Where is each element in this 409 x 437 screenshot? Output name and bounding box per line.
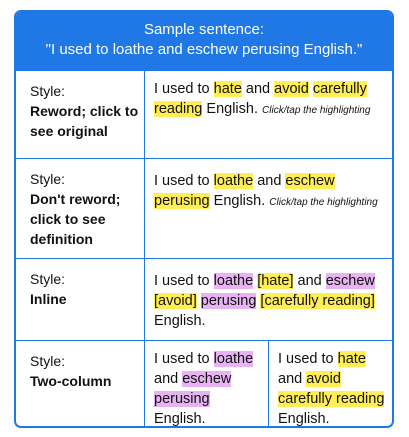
style-row-reword xyxy=(16,70,392,159)
plain-text: I used to xyxy=(154,173,214,189)
card-header xyxy=(16,12,392,70)
highlight-perusing[interactable]: perusing xyxy=(154,193,210,209)
highlight-eschew: eschew xyxy=(182,371,232,387)
header-sentence: "I used to loathe and eschew perusing English." xyxy=(45,41,363,58)
column-divider xyxy=(144,71,145,159)
plain-text: English. xyxy=(209,193,270,209)
example-text xyxy=(154,171,384,213)
highlight-loathe: loathe xyxy=(213,273,254,289)
highlight-carefully-reading[interactable]: carefully reading xyxy=(154,81,367,117)
highlight-eschew[interactable]: eschew xyxy=(285,173,335,189)
style-label xyxy=(30,81,142,141)
plain-text: and xyxy=(253,173,286,189)
plain-text: English. xyxy=(154,313,206,329)
style-prefix: Style: xyxy=(30,83,66,99)
style-row-dont-reword xyxy=(16,158,392,259)
plain-text: and xyxy=(278,371,307,387)
style-name: Inline xyxy=(30,291,67,307)
plain-text: and xyxy=(154,371,183,387)
highlight-eschew: eschew xyxy=(325,273,375,289)
gloss-carefully-reading: [carefully reading] xyxy=(260,293,375,309)
style-prefix: Style: xyxy=(30,171,66,187)
highlight-carefully-reading: carefully reading xyxy=(278,391,385,407)
hint-note: Click/tap the highlighting xyxy=(262,105,371,116)
example-text xyxy=(154,271,384,331)
gloss-avoid: [avoid] xyxy=(154,293,197,309)
style-prefix: Style: xyxy=(30,353,66,369)
highlight-perusing: perusing xyxy=(200,293,257,309)
column-divider xyxy=(144,341,145,428)
hint-note: Click/tap the highlighting xyxy=(269,197,378,208)
gloss-hate: [hate] xyxy=(257,273,294,289)
style-label xyxy=(30,351,142,391)
reworded-column xyxy=(278,349,390,428)
column-divider xyxy=(144,259,145,341)
sample-sentence-card xyxy=(14,10,394,428)
highlight-loathe: loathe xyxy=(213,351,254,367)
highlight-avoid: avoid xyxy=(306,371,341,387)
plain-text: and xyxy=(293,273,326,289)
header-title: Sample sentence: xyxy=(143,21,265,38)
style-name: Two-column xyxy=(30,373,112,389)
plain-text: English. xyxy=(202,101,263,117)
highlight-perusing: perusing xyxy=(154,391,210,407)
style-label xyxy=(30,269,142,309)
plain-text: and xyxy=(241,81,275,97)
plain-text: I used to xyxy=(278,351,338,367)
style-row-inline xyxy=(16,258,392,341)
style-name: Reword; click to see original xyxy=(30,103,139,139)
column-divider xyxy=(144,159,145,259)
example-text xyxy=(154,79,384,121)
style-name: Don't reword; click to see definition xyxy=(30,191,121,247)
original-column xyxy=(154,349,264,428)
highlight-avoid[interactable]: avoid xyxy=(274,81,309,97)
highlight-hate: hate xyxy=(337,351,366,367)
two-column-divider xyxy=(268,341,269,428)
highlight-hate[interactable]: hate xyxy=(213,81,242,97)
style-row-two-column xyxy=(16,340,392,428)
plain-text: English. xyxy=(154,411,206,427)
style-prefix: Style: xyxy=(30,271,66,287)
plain-text: I used to xyxy=(154,81,214,97)
highlight-loathe[interactable]: loathe xyxy=(213,173,254,189)
plain-text: I used to xyxy=(154,273,214,289)
plain-text: English. xyxy=(278,411,330,427)
style-label xyxy=(30,169,142,249)
plain-text: I used to xyxy=(154,351,214,367)
